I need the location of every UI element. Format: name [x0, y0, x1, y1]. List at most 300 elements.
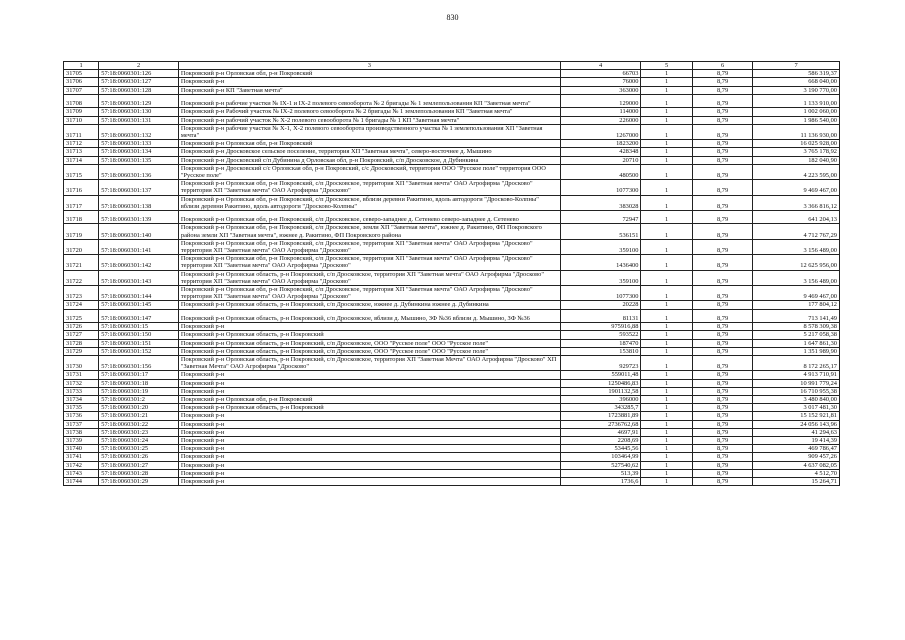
row-number-cell: 31707: [64, 86, 99, 94]
rate-cell: 8,79: [692, 339, 752, 347]
area-cell: 72947: [560, 210, 641, 224]
cadastral-number-cell: 57:18:0060301:136: [99, 164, 179, 179]
page-number: 830: [446, 13, 459, 22]
cadastral-value-cell: 586 319,37: [753, 70, 840, 78]
location-description-cell: Покровский р-н Орловская область, р-н Покровский, с/п Дросковское, территория ХП "Заветная Мечта" ОАО Агрофирма "Дросково" ХП "Заветная Мечта" ОАО Агрофирма "Дросково": [178, 356, 560, 371]
cadastral-number-cell: 57:18:0060301:129: [99, 94, 179, 108]
location-description-cell: Покровский р-н Дросковский с/п Дубинина д Орловская обл, р-н Покровский, с/п Дросковское, д Дубинкина: [178, 156, 560, 164]
header-cell-7: 7: [753, 62, 840, 70]
row-number-cell: 31717: [64, 195, 99, 210]
cadastral-value-cell: 9 469 467,00: [753, 180, 840, 195]
cadastral-number-cell: 57:18:0060301:23: [99, 428, 179, 436]
header-cell-3: 3: [178, 62, 560, 70]
row-number-cell: 31741: [64, 453, 99, 461]
cadastral-value-cell: 4 712 767,29: [753, 224, 840, 239]
cadastral-number-cell: 57:18:0060301:18: [99, 379, 179, 387]
cadastral-number-cell: 57:18:0060301:19: [99, 387, 179, 395]
area-cell: 396000: [560, 396, 641, 404]
rate-cell: 8,79: [692, 210, 752, 224]
count-cell: 1: [641, 445, 692, 453]
location-description-cell: Покровский р-н: [178, 453, 560, 461]
rate-cell: 8,79: [692, 108, 752, 116]
cadastral-number-cell: 57:18:0060301:127: [99, 78, 179, 86]
row-number-cell: 31726: [64, 323, 99, 331]
cadastral-number-cell: 57:18:0060301:25: [99, 445, 179, 453]
row-number-cell: 31716: [64, 180, 99, 195]
rate-cell: 8,79: [692, 70, 752, 78]
location-description-cell: Покровский р-н: [178, 371, 560, 379]
area-cell: 1436400: [560, 255, 641, 270]
rate-cell: 8,79: [692, 445, 752, 453]
area-cell: 929723: [560, 356, 641, 371]
cadastral-value-cell: 641 204,13: [753, 210, 840, 224]
rate-cell: 8,79: [692, 396, 752, 404]
header-cell-1: 1: [64, 62, 99, 70]
count-cell: 1: [641, 86, 692, 94]
row-number-cell: 31738: [64, 428, 99, 436]
count-cell: 1: [641, 347, 692, 355]
location-description-cell: Покровский р-н КП "Заветная мечта": [178, 86, 560, 94]
row-number-cell: 31712: [64, 140, 99, 148]
location-description-cell: Покровский р-н Орловская обл, р-н Покровский, с/п Дросковское, земли ХП "Заветная мечта", южнее д. Ракитино, ФП Покровского района земли ХП "Заветная мечта", южнее д. Ракитино, ФП Покровского района: [178, 224, 560, 239]
location-description-cell: Покровский р-н Орловская обл, р-н Покровский, с/п Дросковское, территория ХП "Заветная мечта" ОАО Агрофирма "Дросково" территория ХП "Заветная мечта" ОАО Агрофирма "Дросково": [178, 286, 560, 301]
rate-cell: 8,79: [692, 195, 752, 210]
cadastral-value-cell: 182 040,90: [753, 156, 840, 164]
count-cell: 1: [641, 478, 692, 486]
area-cell: 2736762,68: [560, 420, 641, 428]
row-number-cell: 31718: [64, 210, 99, 224]
location-description-cell: Покровский р-н Дросковский с/с Орловская обл, р-н Покровский, с/с Дросковский, территория ООО "Русское поле" территория ООО "Русское поле": [178, 164, 560, 179]
location-description-cell: Покровский р-н Орловская обл, р-н Покровский, с/п Дросковское, территория ХП "Заветная мечта" ОАО Агрофирма "Дросково" территория ХП "Заветная мечта" ОАО Агрофирма "Дросково": [178, 180, 560, 195]
cadastral-value-cell: 15 264,71: [753, 478, 840, 486]
table-row: [64, 86, 840, 94]
row-number-cell: 31724: [64, 301, 99, 309]
table-row: [64, 339, 840, 347]
rate-cell: 8,79: [692, 412, 752, 420]
table-row: [64, 124, 840, 139]
count-cell: 1: [641, 339, 692, 347]
table-row: [64, 420, 840, 428]
count-cell: 1: [641, 94, 692, 108]
row-number-cell: 31727: [64, 331, 99, 339]
cadastral-number-cell: 57:18:0060301:133: [99, 140, 179, 148]
table-row: [64, 347, 840, 355]
cadastral-number-cell: 57:18:0060301:135: [99, 156, 179, 164]
cadastral-value-cell: 909 457,26: [753, 453, 840, 461]
table-row: [64, 180, 840, 195]
cadastral-value-cell: 1 351 989,90: [753, 347, 840, 355]
cadastral-number-cell: 57:18:0060301:126: [99, 70, 179, 78]
row-number-cell: 31743: [64, 469, 99, 477]
cadastral-value-cell: 19 414,39: [753, 437, 840, 445]
table-row: [64, 461, 840, 469]
cadastral-value-cell: 1 002 060,00: [753, 108, 840, 116]
count-cell: 1: [641, 396, 692, 404]
cadastral-value-cell: 4 223 595,00: [753, 164, 840, 179]
count-cell: 1: [641, 301, 692, 309]
location-description-cell: Покровский р-н: [178, 445, 560, 453]
cadastral-number-cell: 57:18:0060301:17: [99, 371, 179, 379]
cadastral-number-cell: 57:18:0060301:138: [99, 195, 179, 210]
table-row: [64, 469, 840, 477]
cadastral-number-cell: 57:18:0060301:142: [99, 255, 179, 270]
location-description-cell: Покровский р-н: [178, 387, 560, 395]
count-cell: 1: [641, 437, 692, 445]
rate-cell: 8,79: [692, 404, 752, 412]
cadastral-value-cell: 3 017 481,30: [753, 404, 840, 412]
location-description-cell: Покровский р-н Орловская обл, р-н Покровский: [178, 396, 560, 404]
table-row: [64, 445, 840, 453]
row-number-cell: 31736: [64, 412, 99, 420]
rate-cell: 8,79: [692, 156, 752, 164]
rate-cell: 8,79: [692, 255, 752, 270]
land-registry-table: [63, 61, 840, 486]
cadastral-number-cell: 57:18:0060301:27: [99, 461, 179, 469]
table-row: [64, 387, 840, 395]
location-description-cell: Покровский р-н Орловская область, р-н Покровский: [178, 404, 560, 412]
cadastral-number-cell: 57:18:0060301:132: [99, 124, 179, 139]
row-number-cell: 31734: [64, 396, 99, 404]
row-number-cell: 31742: [64, 461, 99, 469]
cadastral-number-cell: 57:18:0060301:134: [99, 148, 179, 156]
cadastral-value-cell: 1 133 910,00: [753, 94, 840, 108]
rate-cell: 8,79: [692, 124, 752, 139]
row-number-cell: 31733: [64, 387, 99, 395]
table-row: [64, 379, 840, 387]
rate-cell: 8,79: [692, 78, 752, 86]
table-row: [64, 116, 840, 124]
count-cell: 1: [641, 108, 692, 116]
location-description-cell: Покровский р-н Орловская обл, р-н Покровский, с/п Дросковское, территория ХП "Заветная мечта" ОАО Агрофирма "Дросково" территория ХП "Заветная мечта" ОАО Агрофирма "Дросково": [178, 255, 560, 270]
cadastral-value-cell: 8 172 265,17: [753, 356, 840, 371]
location-description-cell: Покровский р-н Орловская область, р-н Покровский, с/п Дросковское, южнее д. Дубинкина южнее д. Дубинкина: [178, 301, 560, 309]
row-number-cell: 31722: [64, 270, 99, 285]
cadastral-number-cell: 57:18:0060301:140: [99, 224, 179, 239]
location-description-cell: Покровский р-н: [178, 437, 560, 445]
cadastral-number-cell: 57:18:0060301:15: [99, 323, 179, 331]
cadastral-value-cell: 469 786,47: [753, 445, 840, 453]
table-row: [64, 286, 840, 301]
area-cell: 383028: [560, 195, 641, 210]
area-cell: 343285,7: [560, 404, 641, 412]
cadastral-value-cell: 3 765 178,92: [753, 148, 840, 156]
cadastral-value-cell: 15 152 921,81: [753, 412, 840, 420]
location-description-cell: Покровский р-н Орловская обл, р-н Покровский: [178, 140, 560, 148]
location-description-cell: Покровский р-н: [178, 78, 560, 86]
location-description-cell: Покровский р-н Орловская область, р-н Покровский: [178, 331, 560, 339]
rate-cell: 8,79: [692, 453, 752, 461]
rate-cell: 8,79: [692, 180, 752, 195]
cadastral-number-cell: 57:18:0060301:137: [99, 180, 179, 195]
cadastral-number-cell: 57:18:0060301:26: [99, 453, 179, 461]
cadastral-number-cell: 57:18:0060301:24: [99, 437, 179, 445]
cadastral-value-cell: 12 625 956,00: [753, 255, 840, 270]
table-row: [64, 164, 840, 179]
row-number-cell: 31735: [64, 404, 99, 412]
rate-cell: 8,79: [692, 148, 752, 156]
area-cell: 1723881,89: [560, 412, 641, 420]
rate-cell: 8,79: [692, 164, 752, 179]
table-row: [64, 356, 840, 371]
count-cell: 1: [641, 379, 692, 387]
table-row: [64, 108, 840, 116]
area-cell: 20228: [560, 301, 641, 309]
count-cell: 1: [641, 356, 692, 371]
area-cell: 66703: [560, 70, 641, 78]
count-cell: 1: [641, 453, 692, 461]
table-row: [64, 156, 840, 164]
rate-cell: 8,79: [692, 239, 752, 254]
rate-cell: 8,79: [692, 371, 752, 379]
area-cell: 428348: [560, 148, 641, 156]
area-cell: 1077300: [560, 286, 641, 301]
area-cell: 359100: [560, 270, 641, 285]
location-description-cell: Покровский р-н Рабочий участок № IX-2 полевого севооборота № 2 бригады № 1 землепользования КП "Заветная мечта": [178, 108, 560, 116]
location-description-cell: Покровский р-н рабочий участок № Х-2 полевого севооборота № 1 бригады № 1 КП "Заветная мечта": [178, 116, 560, 124]
count-cell: 1: [641, 195, 692, 210]
location-description-cell: Покровский р-н: [178, 461, 560, 469]
cadastral-value-cell: 8 578 309,38: [753, 323, 840, 331]
table-row: [64, 255, 840, 270]
cadastral-number-cell: 57:18:0060301:128: [99, 86, 179, 94]
row-number-cell: 31737: [64, 420, 99, 428]
cadastral-number-cell: 57:18:0060301:144: [99, 286, 179, 301]
row-number-cell: 31720: [64, 239, 99, 254]
row-number-cell: 31730: [64, 356, 99, 371]
count-cell: 1: [641, 78, 692, 86]
cadastral-number-cell: 57:18:0060301:29: [99, 478, 179, 486]
cadastral-value-cell: 16 710 955,38: [753, 387, 840, 395]
rate-cell: 8,79: [692, 331, 752, 339]
cadastral-number-cell: 57:18:0060301:131: [99, 116, 179, 124]
table-row: [64, 239, 840, 254]
location-description-cell: Покровский р-н Орловская область, р-н Покровский, с/п Дросковское, территория ХП "Заветная мечта" ОАО Агрофирма "Дросково" территория ХП "Заветная мечта" ОАО Агрофирма "Дросково": [178, 270, 560, 285]
table-row: [64, 301, 840, 309]
area-cell: 1267000: [560, 124, 641, 139]
area-cell: 536151: [560, 224, 641, 239]
count-cell: 1: [641, 239, 692, 254]
location-description-cell: Покровский р-н: [178, 469, 560, 477]
area-cell: 2208,69: [560, 437, 641, 445]
area-cell: 1736,6: [560, 478, 641, 486]
table-row: [64, 428, 840, 436]
location-description-cell: Покровский р-н: [178, 323, 560, 331]
cadastral-number-cell: 57:18:0060301:156: [99, 356, 179, 371]
location-description-cell: Покровский р-н Дросковское сельское поселение, территория ХП "Заветная мечта", северо-восточнее д. Мышино: [178, 148, 560, 156]
cadastral-value-cell: 5 217 058,38: [753, 331, 840, 339]
header-cell-6: 6: [692, 62, 752, 70]
count-cell: 1: [641, 270, 692, 285]
row-number-cell: 31744: [64, 478, 99, 486]
area-cell: 513,39: [560, 469, 641, 477]
table-row: [64, 210, 840, 224]
location-description-cell: Покровский р-н: [178, 420, 560, 428]
count-cell: 1: [641, 428, 692, 436]
count-cell: 1: [641, 124, 692, 139]
cadastral-number-cell: 57:18:0060301:130: [99, 108, 179, 116]
count-cell: 1: [641, 224, 692, 239]
row-number-cell: 31715: [64, 164, 99, 179]
rate-cell: 8,79: [692, 286, 752, 301]
count-cell: 1: [641, 210, 692, 224]
rate-cell: 8,79: [692, 420, 752, 428]
rate-cell: 8,79: [692, 270, 752, 285]
row-number-cell: 31711: [64, 124, 99, 139]
location-description-cell: Покровский р-н: [178, 379, 560, 387]
row-number-cell: 31732: [64, 379, 99, 387]
location-description-cell: Покровский р-н Орловская обл, р-н Покровский, с/п Дросковское, вблизи деревни Ракитино, вдоль автодороги "Дросково-Колпны" вблизи деревни Ракитино, вдоль автодороги "Дросково-Колпны": [178, 195, 560, 210]
rate-cell: 8,79: [692, 224, 752, 239]
table-row: [64, 70, 840, 78]
header-row: [64, 62, 840, 70]
table-row: [64, 412, 840, 420]
row-number-cell: 31729: [64, 347, 99, 355]
table-row: [64, 148, 840, 156]
area-cell: 129000: [560, 94, 641, 108]
table-row: [64, 478, 840, 486]
row-number-cell: 31710: [64, 116, 99, 124]
cadastral-number-cell: 57:18:0060301:2: [99, 396, 179, 404]
count-cell: 1: [641, 286, 692, 301]
cadastral-value-cell: 4 913 710,91: [753, 371, 840, 379]
table-row: [64, 140, 840, 148]
row-number-cell: 31708: [64, 94, 99, 108]
cadastral-number-cell: 57:18:0060301:151: [99, 339, 179, 347]
cadastral-value-cell: 3 480 840,00: [753, 396, 840, 404]
count-cell: 1: [641, 156, 692, 164]
rate-cell: 8,79: [692, 86, 752, 94]
count-cell: 1: [641, 404, 692, 412]
location-description-cell: Покровский р-н Орловская обл, р-н Покровский, с/п Дросковское, северо-западнее д. Сетенево северо-западнее д. Сетенево: [178, 210, 560, 224]
row-number-cell: 31721: [64, 255, 99, 270]
rate-cell: 8,79: [692, 347, 752, 355]
area-cell: 20710: [560, 156, 641, 164]
location-description-cell: Покровский р-н: [178, 412, 560, 420]
rate-cell: 8,79: [692, 356, 752, 371]
location-description-cell: Покровский р-н рабочие участки № IX-1 и IX-2 полевого севооборота № 2 бригады № 1 землепользования КП "Заветная мечта": [178, 94, 560, 108]
area-cell: 81131: [560, 309, 641, 323]
area-cell: 187470: [560, 339, 641, 347]
count-cell: 1: [641, 140, 692, 148]
cadastral-number-cell: 57:18:0060301:21: [99, 412, 179, 420]
area-cell: 1823200: [560, 140, 641, 148]
rate-cell: 8,79: [692, 437, 752, 445]
location-description-cell: Покровский р-н Орловская область, р-н Покровский, с/п Дросковское, ООО "Русское поле" ООО "Русское поле": [178, 347, 560, 355]
cadastral-number-cell: 57:18:0060301:150: [99, 331, 179, 339]
table-row: [64, 371, 840, 379]
area-cell: 4697,91: [560, 428, 641, 436]
cadastral-value-cell: 4 637 082,05: [753, 461, 840, 469]
area-cell: 559011,48: [560, 371, 641, 379]
location-description-cell: Покровский р-н Орловская область, р-н Покровский, с/п Дросковское, ООО "Русское поле" ООО "Русское поле": [178, 339, 560, 347]
area-cell: 527540,62: [560, 461, 641, 469]
rate-cell: 8,79: [692, 379, 752, 387]
table-row: [64, 396, 840, 404]
location-description-cell: Покровский р-н: [178, 428, 560, 436]
cadastral-value-cell: 1 986 540,00: [753, 116, 840, 124]
rate-cell: 8,79: [692, 478, 752, 486]
area-cell: 1077300: [560, 180, 641, 195]
table-row: [64, 437, 840, 445]
rate-cell: 8,79: [692, 140, 752, 148]
cadastral-value-cell: 4 512,70: [753, 469, 840, 477]
header-cell-2: 2: [99, 62, 179, 70]
count-cell: 1: [641, 412, 692, 420]
header-cell-5: 5: [641, 62, 692, 70]
cadastral-value-cell: 3 190 770,00: [753, 86, 840, 94]
row-number-cell: 31739: [64, 437, 99, 445]
cadastral-number-cell: 57:18:0060301:145: [99, 301, 179, 309]
location-description-cell: Покровский р-н Орловская область, р-н Покровский, с/п Дросковское, вблизи д. Мышино, ЗФ №36 вблизи д. Мышино, ЗФ №36: [178, 309, 560, 323]
table-row: [64, 78, 840, 86]
count-cell: 1: [641, 323, 692, 331]
cadastral-number-cell: 57:18:0060301:20: [99, 404, 179, 412]
header-cell-4: 4: [560, 62, 641, 70]
table-row: [64, 323, 840, 331]
table-row: [64, 270, 840, 285]
row-number-cell: 31723: [64, 286, 99, 301]
cadastral-value-cell: 9 469 467,00: [753, 286, 840, 301]
count-cell: 1: [641, 180, 692, 195]
cadastral-value-cell: 24 056 143,96: [753, 420, 840, 428]
row-number-cell: 31706: [64, 78, 99, 86]
cadastral-value-cell: 713 141,49: [753, 309, 840, 323]
table-row: [64, 195, 840, 210]
location-description-cell: Покровский р-н рабочие участки № Х-1, Х-2 полевого севооборота производственного участка № 1 землепользования ХП "Заветная мечта": [178, 124, 560, 139]
count-cell: 1: [641, 148, 692, 156]
rate-cell: 8,79: [692, 461, 752, 469]
rate-cell: 8,79: [692, 387, 752, 395]
cadastral-value-cell: 11 136 930,00: [753, 124, 840, 139]
cadastral-value-cell: 668 040,00: [753, 78, 840, 86]
cadastral-value-cell: 177 804,12: [753, 301, 840, 309]
area-cell: 76000: [560, 78, 641, 86]
row-number-cell: 31731: [64, 371, 99, 379]
cadastral-value-cell: 16 025 928,00: [753, 140, 840, 148]
rate-cell: 8,79: [692, 428, 752, 436]
count-cell: 1: [641, 116, 692, 124]
row-number-cell: 31713: [64, 148, 99, 156]
location-description-cell: Покровский р-н: [178, 478, 560, 486]
area-cell: 103464,99: [560, 453, 641, 461]
count-cell: 1: [641, 469, 692, 477]
area-cell: 975916,88: [560, 323, 641, 331]
table-body: [64, 62, 840, 486]
cadastral-value-cell: 3 156 489,00: [753, 239, 840, 254]
cadastral-value-cell: 1 647 861,30: [753, 339, 840, 347]
row-number-cell: 31705: [64, 70, 99, 78]
row-number-cell: 31725: [64, 309, 99, 323]
area-cell: 53445,56: [560, 445, 641, 453]
cadastral-value-cell: 10 991 779,24: [753, 379, 840, 387]
land-registry-table-wrapper: [63, 61, 840, 486]
count-cell: 1: [641, 164, 692, 179]
count-cell: 1: [641, 331, 692, 339]
cadastral-value-cell: 3 156 489,00: [753, 270, 840, 285]
table-row: [64, 309, 840, 323]
count-cell: 1: [641, 461, 692, 469]
count-cell: 1: [641, 255, 692, 270]
row-number-cell: 31709: [64, 108, 99, 116]
rate-cell: 8,79: [692, 301, 752, 309]
location-description-cell: Покровский р-н Орловская обл, р-н Покровский: [178, 70, 560, 78]
table-row: [64, 94, 840, 108]
table-row: [64, 224, 840, 239]
area-cell: 1901132,58: [560, 387, 641, 395]
row-number-cell: 31714: [64, 156, 99, 164]
cadastral-number-cell: 57:18:0060301:143: [99, 270, 179, 285]
cadastral-number-cell: 57:18:0060301:22: [99, 420, 179, 428]
